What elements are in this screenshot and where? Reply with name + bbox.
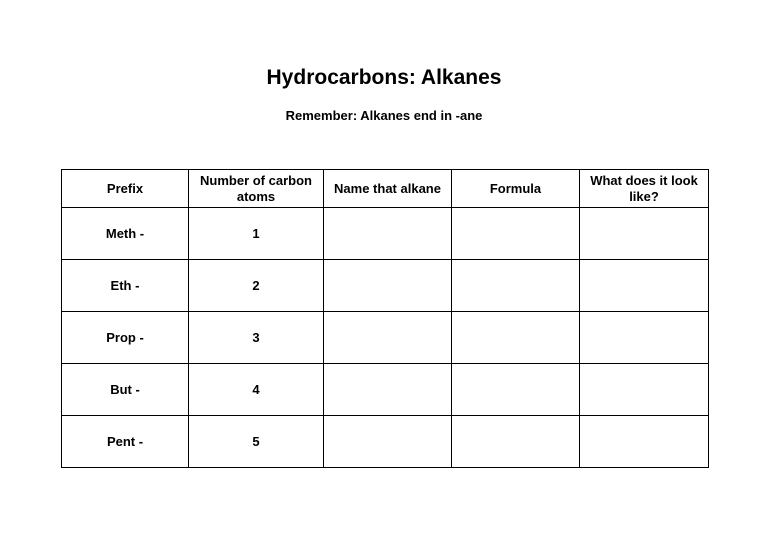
table-header-row	[62, 170, 709, 208]
cell-look[interactable]	[580, 416, 709, 468]
table-row	[62, 312, 709, 364]
cell-name[interactable]	[324, 208, 452, 260]
alkanes-table	[61, 169, 709, 468]
cell-formula[interactable]	[452, 364, 580, 416]
cell-prefix: Meth -	[62, 208, 189, 260]
cell-formula[interactable]	[452, 312, 580, 364]
header-look: What does it look like?	[580, 170, 709, 208]
header-prefix: Prefix	[62, 170, 189, 208]
cell-prefix: But -	[62, 364, 189, 416]
page-subtitle: Remember: Alkanes end in -ane	[285, 108, 483, 123]
cell-carbon-atoms: 2	[189, 260, 324, 312]
cell-name[interactable]	[324, 260, 452, 312]
cell-carbon-atoms: 4	[189, 364, 324, 416]
cell-carbon-atoms: 3	[189, 312, 324, 364]
table-row	[62, 208, 709, 260]
cell-prefix: Prop -	[62, 312, 189, 364]
cell-name[interactable]	[324, 364, 452, 416]
cell-formula[interactable]	[452, 260, 580, 312]
cell-carbon-atoms: 1	[189, 208, 324, 260]
table-row	[62, 416, 709, 468]
header-name: Name that alkane	[324, 170, 452, 208]
cell-look[interactable]	[580, 208, 709, 260]
cell-look[interactable]	[580, 364, 709, 416]
cell-look[interactable]	[580, 312, 709, 364]
header-carbon-atoms: Number of carbon atoms	[189, 170, 324, 208]
cell-name[interactable]	[324, 416, 452, 468]
table-row	[62, 260, 709, 312]
cell-formula[interactable]	[452, 208, 580, 260]
cell-carbon-atoms: 5	[189, 416, 324, 468]
cell-formula[interactable]	[452, 416, 580, 468]
cell-look[interactable]	[580, 260, 709, 312]
cell-name[interactable]	[324, 312, 452, 364]
table-row	[62, 364, 709, 416]
cell-prefix: Eth -	[62, 260, 189, 312]
page-title: Hydrocarbons: Alkanes	[266, 66, 502, 89]
cell-prefix: Pent -	[62, 416, 189, 468]
header-formula: Formula	[452, 170, 580, 208]
